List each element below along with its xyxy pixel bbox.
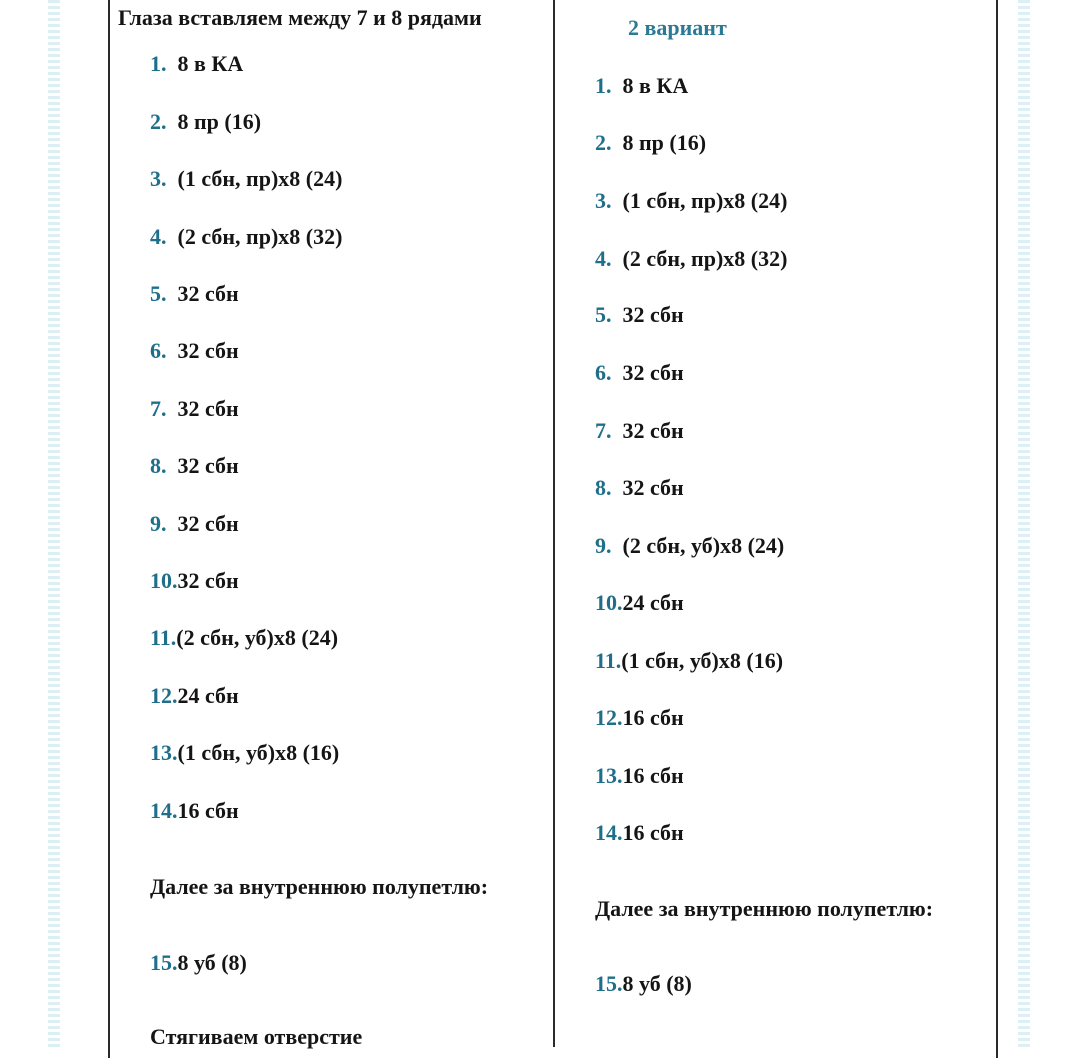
row-number: 14. [150, 798, 178, 823]
row-number: 6. [595, 360, 612, 385]
right-row-3 [595, 188, 787, 214]
right-row-4 [595, 246, 787, 272]
left-row-13 [150, 740, 339, 766]
row-text: 8 пр (16) [622, 130, 707, 155]
row-text: 24 сбн [622, 590, 684, 615]
left-note: Далее за внутреннюю полупетлю: [150, 874, 489, 899]
right-row-1 [595, 73, 688, 99]
row-number: 3. [595, 188, 612, 213]
left-closing-text: Стягиваем отверстие [150, 1024, 363, 1049]
row-text: (2 сбн, пр)х8 (32) [177, 224, 343, 249]
row-number: 12. [595, 705, 623, 730]
left-row-8 [150, 453, 239, 479]
row-text: 8 пр (16) [177, 109, 262, 134]
row-text: 32 сбн [622, 302, 684, 327]
right-row-5 [595, 302, 684, 328]
right-row-9 [595, 533, 784, 559]
row-number: 10. [595, 590, 623, 615]
left-row-3 [150, 166, 342, 192]
right-decorative-border [1018, 0, 1030, 1047]
row-number: 5. [150, 281, 167, 306]
right-column-title: 2 вариант [628, 15, 727, 40]
row-text: 16 сбн [622, 820, 684, 845]
row-text: (2 сбн, уб)х8 (24) [622, 533, 785, 558]
row-number: 3. [150, 166, 167, 191]
left-row-4 [150, 224, 342, 250]
row-number: 9. [150, 511, 167, 536]
row-text: 24 сбн [177, 683, 239, 708]
row-text: (1 сбн, пр)х8 (24) [622, 188, 788, 213]
row-number: 1. [595, 73, 612, 98]
row-number: 11. [595, 648, 622, 673]
right-row-2 [595, 130, 706, 156]
row-number: 7. [150, 396, 167, 421]
row-text: (2 сбн, уб)х8 (24) [176, 625, 339, 650]
row-text: 16 сбн [622, 705, 684, 730]
left-row-11 [150, 625, 338, 651]
left-row-12 [150, 683, 239, 709]
row-text: 32 сбн [177, 338, 239, 363]
right-row-8 [595, 475, 684, 501]
row-text: 16 сбн [177, 798, 239, 823]
row-number: 5. [595, 302, 612, 327]
right-row-15 [595, 971, 692, 997]
row-number: 6. [150, 338, 167, 363]
left-decorative-border [48, 0, 60, 1047]
left-row-15 [150, 950, 247, 976]
right-row-6 [595, 360, 684, 386]
right-row-7 [595, 418, 684, 444]
right-row-13 [595, 763, 684, 789]
left-row-7 [150, 396, 239, 422]
row-number: 9. [595, 533, 612, 558]
row-text: (1 сбн, уб)х8 (16) [621, 648, 784, 673]
row-number: 15. [150, 950, 178, 975]
row-number: 14. [595, 820, 623, 845]
row-text: 32 сбн [177, 453, 239, 478]
row-number: 7. [595, 418, 612, 443]
row-number: 2. [150, 109, 167, 134]
row-text: 32 сбн [622, 418, 684, 443]
left-row-1 [150, 51, 243, 77]
row-text: 32 сбн [177, 568, 239, 593]
row-text: 32 сбн [177, 396, 239, 421]
row-text: 8 уб (8) [177, 950, 247, 975]
right-note: Далее за внутреннюю полупетлю: [595, 896, 934, 921]
row-number: 8. [150, 453, 167, 478]
row-number: 13. [595, 763, 623, 788]
right-row-14 [595, 820, 684, 846]
row-number: 15. [595, 971, 623, 996]
row-text: (1 сбн, пр)х8 (24) [177, 166, 343, 191]
row-number: 8. [595, 475, 612, 500]
left-row-2 [150, 109, 261, 135]
row-text: 8 уб (8) [622, 971, 692, 996]
row-number: 11. [150, 625, 177, 650]
row-number: 13. [150, 740, 178, 765]
left-row-5 [150, 281, 239, 307]
row-number: 4. [595, 246, 612, 271]
row-text: 8 в КА [622, 73, 689, 98]
left-row-9 [150, 511, 239, 537]
row-number: 4. [150, 224, 167, 249]
row-text: 16 сбн [622, 763, 684, 788]
row-text: (2 сбн, пр)х8 (32) [622, 246, 788, 271]
right-row-11 [595, 648, 783, 674]
left-row-10 [150, 568, 239, 594]
left-row-14 [150, 798, 239, 824]
row-number: 2. [595, 130, 612, 155]
row-text: (1 сбн, уб)х8 (16) [177, 740, 340, 765]
row-number: 12. [150, 683, 178, 708]
right-row-12 [595, 705, 684, 731]
row-number: 10. [150, 568, 178, 593]
left-row-6 [150, 338, 239, 364]
row-text: 32 сбн [177, 281, 239, 306]
row-text: 32 сбн [177, 511, 239, 536]
column-divider [553, 0, 555, 1047]
row-number: 1. [150, 51, 167, 76]
row-text: 32 сбн [622, 360, 684, 385]
left-column-title: Глаза вставляем между 7 и 8 рядами [118, 5, 482, 30]
row-text: 8 в КА [177, 51, 244, 76]
right-row-10 [595, 590, 684, 616]
row-text: 32 сбн [622, 475, 684, 500]
